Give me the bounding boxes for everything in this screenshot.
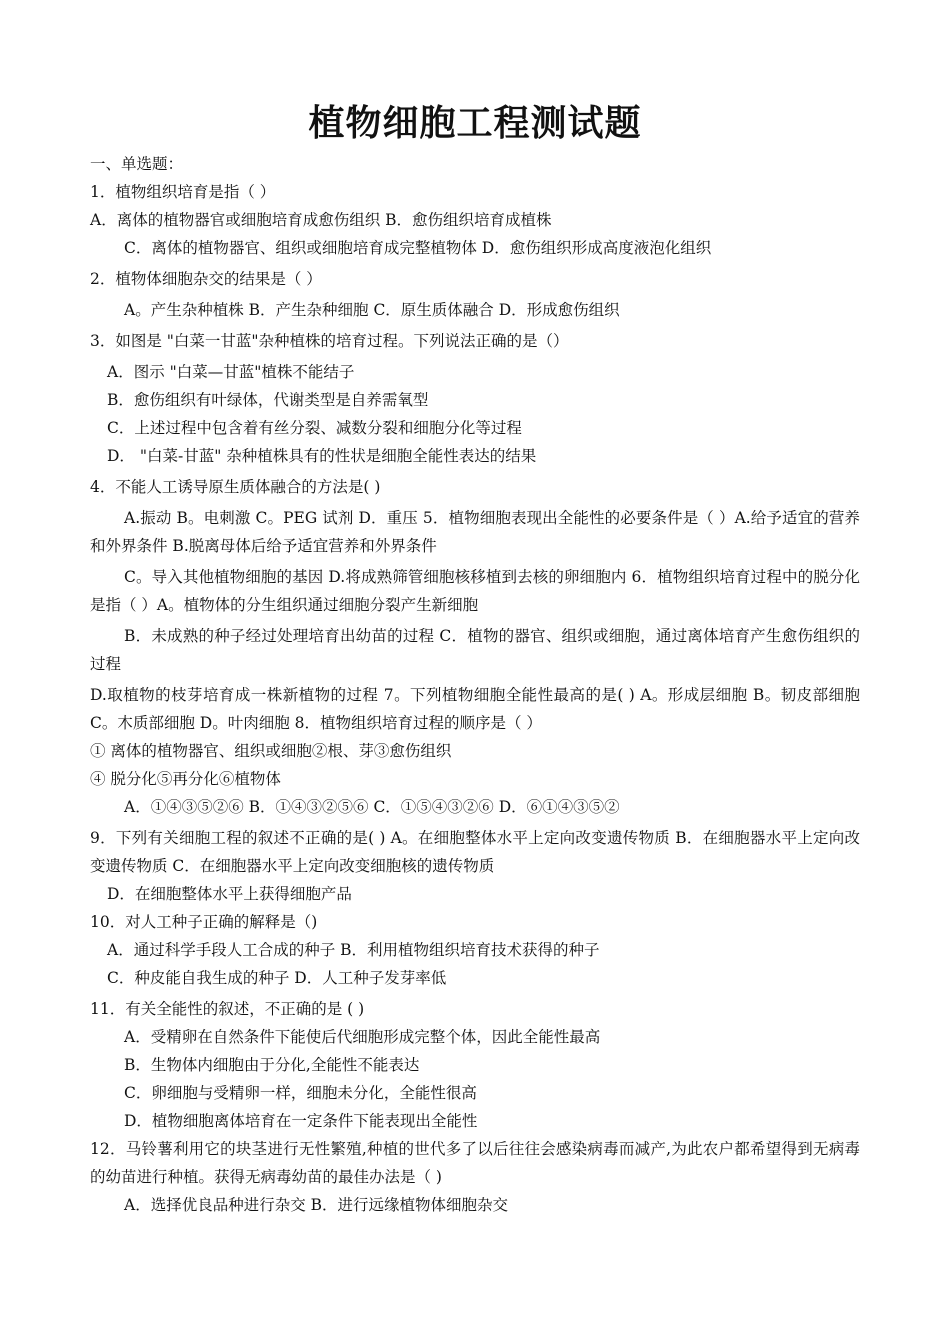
question-1-options-ab: A．离体的植物器官或细胞培育成愈伤组织 B．愈伤组织培育成植株 xyxy=(90,211,552,229)
question-3: 3．如图是 "白菜一甘蓝"杂种植株的培育过程。下列说法正确的是（） xyxy=(90,332,569,350)
question-11-option-c: C．卵细胞与受精卵一样，细胞未分化，全能性很高 xyxy=(124,1084,477,1102)
question-8-items-1: ① 离体的植物器官、组织或细胞②根、芽③愈伤组织 xyxy=(90,742,452,760)
question-12-paragraph: 12．马铃薯利用它的块茎进行无性繁殖,种植的世代多了以后往往会感染病毒而减产,为此农户都希望得到无病毒的幼苗进行种植。获得无病毒幼苗的最佳办法是（ ) xyxy=(90,1140,860,1186)
question-5-6-paragraph: C。导入其他植物细胞的基因 D.将成熟筛管细胞核移植到去核的卵细胞内 6．植物组织培育过程中的脱分化是指（ ）A。植物体的分生组织通过细胞分裂产生新细胞 xyxy=(90,568,860,614)
question-6-options-paragraph: B．未成熟的种子经过处理培育出幼苗的过程 C．植物的器官、组织或细胞，通过离体培育产生愈伤组织的过程 xyxy=(90,627,860,673)
question-1: 1．植物组织培育是指（ ） xyxy=(90,183,276,201)
section-heading: 一、单选题： xyxy=(90,155,184,173)
question-3-option-b: B．愈伤组织有叶绿体，代谢类型是自养需氧型 xyxy=(107,391,429,409)
page-title: 植物细胞工程测试题 xyxy=(308,103,642,144)
question-11-option-d: D．植物细胞离体培育在一定条件下能表现出全能性 xyxy=(124,1112,478,1130)
question-2-options: A。产生杂种植株 B．产生杂种细胞 C．原生质体融合 D．形成愈伤组织 xyxy=(124,301,620,319)
question-11-option-a: A．受精卵在自然条件下能使后代细胞形成完整个体，因此全能性最高 xyxy=(124,1028,601,1046)
question-3-option-a: A．图示 "白菜—甘蓝"植株不能结子 xyxy=(107,363,355,381)
question-4-5-paragraph: A.振动 B。电刺激 C。PEG 试剂 D．重压 5．植物细胞表现出全能性的必要条件是（ ）A.给予适宜的营养和外界条件 B.脱离母体后给予适宜营养和外界条件 xyxy=(90,509,860,555)
question-12-options-ab: A．选择优良品种进行杂交 B．进行远缘植物体细胞杂交 xyxy=(124,1196,509,1214)
question-11: 11．有关全能性的叙述，不正确的是 ( ) xyxy=(90,1000,365,1018)
question-9-paragraph: 9．下列有关细胞工程的叙述不正确的是( ) A。在细胞整体水平上定向改变遗传物质 B．在细胞器水平上定向改变遗传物质 C．在细胞器水平上定向改变细胞核的遗传物质 xyxy=(90,829,860,875)
question-11-option-b: B．生物体内细胞由于分化,全能性不能表达 xyxy=(124,1056,420,1074)
question-10: 10．对人工种子正确的解释是（) xyxy=(90,913,318,931)
question-8-items-2: ④ 脱分化⑤再分化⑥植物体 xyxy=(90,770,281,788)
question-3-option-d: D． "白菜-甘蓝" 杂种植株具有的性状是细胞全能性表达的结果 xyxy=(107,447,537,465)
document-body xyxy=(90,150,860,1219)
question-8-options: A．①④③⑤②⑥ B．①④③②⑤⑥ C．①⑤④③②⑥ D．⑥①④③⑤② xyxy=(124,798,620,816)
question-9-option-d: D．在细胞整体水平上获得细胞产品 xyxy=(107,885,352,903)
question-6-7-8-paragraph: D.取植物的枝芽培育成一株新植物的过程 7。下列植物细胞全能性最高的是( ) A。形成层细胞 B。韧皮部细胞 C。木质部细胞 D。叶肉细胞 8．植物组织培育过程的顺序是（ ） xyxy=(90,686,860,732)
question-10-options-cd: C．种皮能自我生成的种子 D．人工种子发芽率低 xyxy=(107,969,447,987)
question-1-options-cd: C．离体的植物器官、组织或细胞培育成完整植物体 D．愈伤组织形成高度液泡化组织 xyxy=(124,239,712,257)
question-3-option-c: C．上述过程中包含着有丝分裂、减数分裂和细胞分化等过程 xyxy=(107,419,522,437)
question-4: 4．不能人工诱导原生质体融合的方法是( ) xyxy=(90,478,381,496)
question-10-options-ab: A．通过科学手段人工合成的种子 B．利用植物组织培育技术获得的种子 xyxy=(107,941,600,959)
question-2: 2．植物体细胞杂交的结果是（ ） xyxy=(90,270,322,288)
